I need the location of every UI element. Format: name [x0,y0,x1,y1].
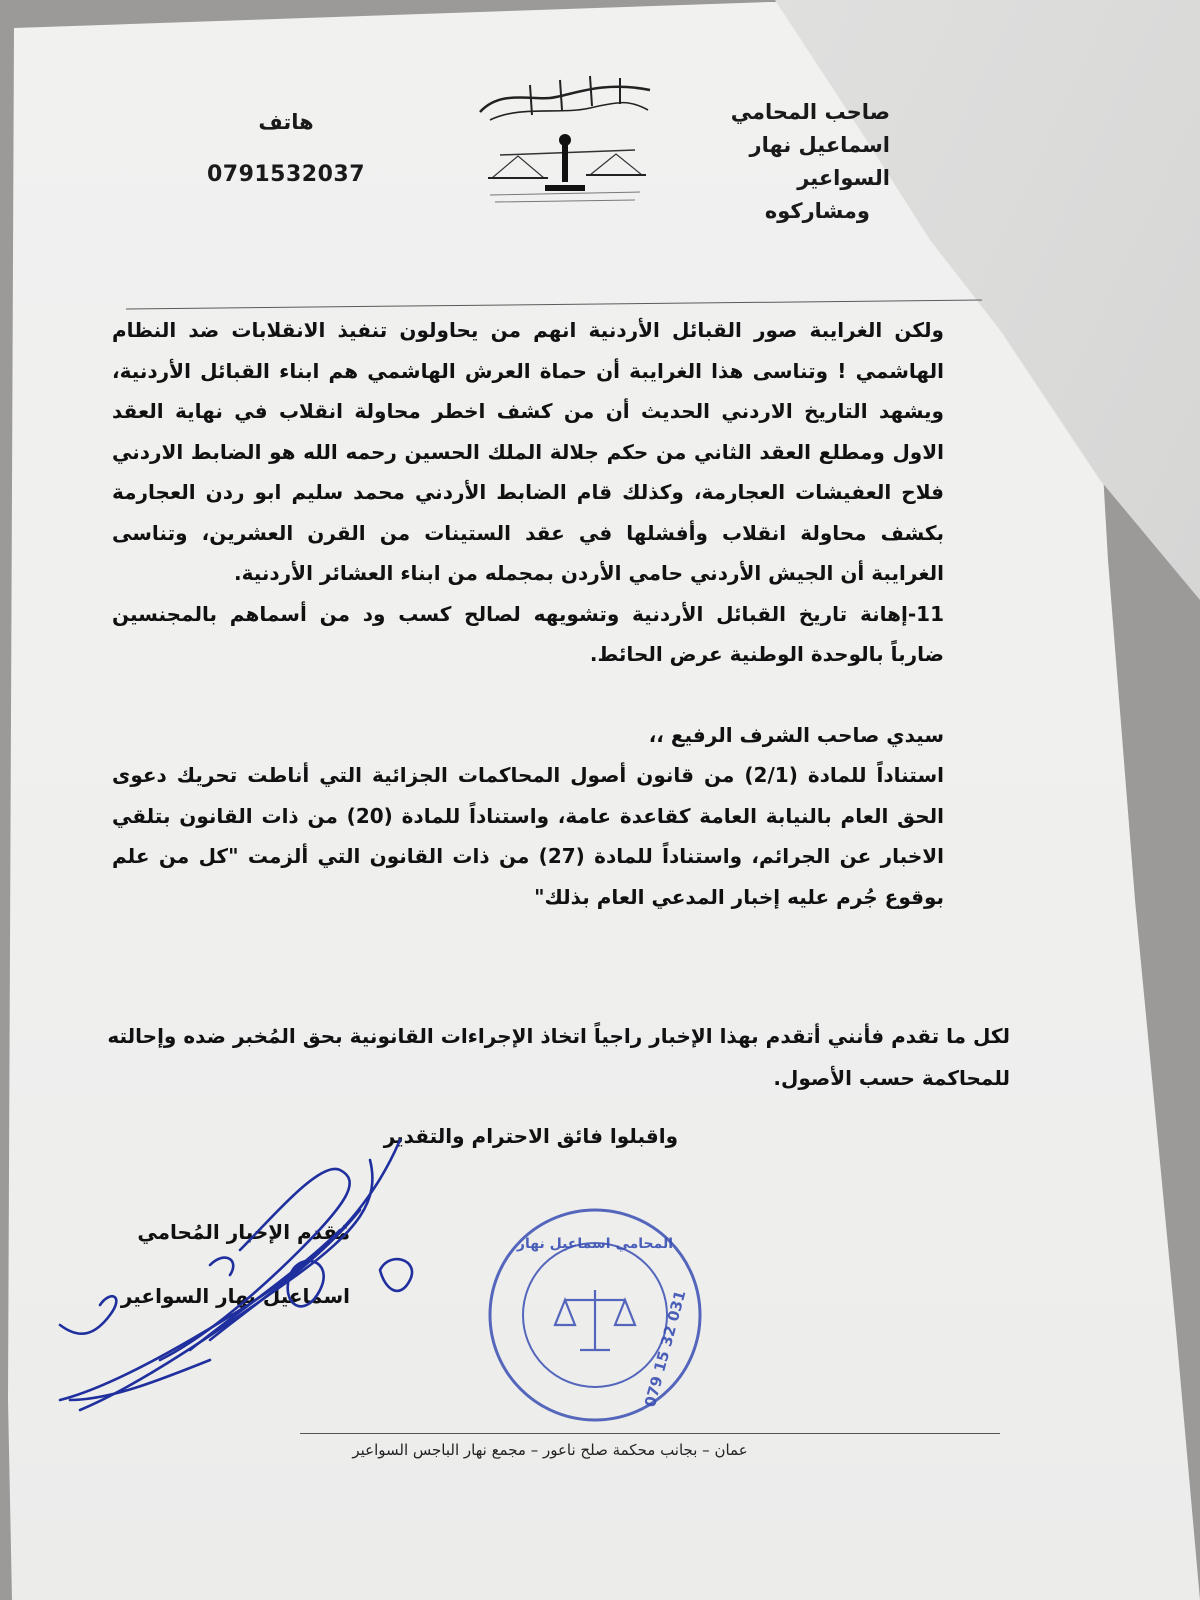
signer-name: اسماعيل نهار السواعير [120,1284,350,1308]
salutation: سيدي صاحب الشرف الرفيع ،، [648,722,944,747]
letter-body [112,310,944,917]
paragraph-legal-basis: استناداً للمادة (2/1) من قانون أصول المحاكمات الجزائية التي أناطت تحريك دعوى الحق العام بالنيابة العامة كقاعدة عامة، واستناداً للمادة (20) من ذات القانون بتلقي الاخبار عن الجرائم، واستناداً للمادة (27) من ذات القانون التي ألزمت "كل من علم بوقوع جُرم عليه إخبار المدعي العام بذلك" [112,763,945,909]
office-line-3: ومشاركوه [764,199,870,223]
office-line-1: صاحب المحامي [730,100,890,124]
stamp-top-text: المحامي اسماعيل نهار [516,1236,674,1252]
signer-title: مُقدم الإخبار المُحامي [137,1220,350,1244]
phone-block [206,110,366,187]
handwritten-signature [40,1100,460,1440]
footer-address: عمان – بجانب محكمة صلح ناعور – مجمع نهار الباجس السواعير [352,1441,748,1459]
footer-divider [300,1433,1000,1434]
phone-label: هاتف [258,110,314,134]
stamp-phone: 079 15 32 031 [640,1288,690,1410]
basmala-scales-logo [470,70,660,210]
paragraph-item-11: 11-إهانة تاريخ القبائل الأردنية وتشويهه لصالح كسب ود من أسماهم بالمجنسين ضارباً بالوحدة الوطنية عرض الحائط. [112,601,944,666]
closing-request: لكل ما تقدم فأنني أتقدم بهذا الإخبار راجياً اتخاذ الإجراءات القانونية بحق المُخبر ضده وإحالته للمحاكمة حسب الأصول. [107,1024,1010,1090]
lawyer-stamp [480,1200,710,1430]
closing-block [60,1015,1010,1099]
office-line-2: اسماعيل نهار السواعير [749,133,890,190]
office-name-block [690,96,890,228]
paragraph-history: ولكن الغرايبة صور القبائل الأردنية انهم من يحاولون تنفيذ الانقلابات ضد النظام الهاشمي ! وتناسى هذا الغرايبة أن حماة العرش الهاشمي هم ابناء القبائل الأردنية، ويشهد التاريخ الاردني الحديث أن من كشف اخطر محاولة انقلاب في نهاية العقد الاول ومطلع العقد الثاني من حكم جلالة الملك الحسين رحمه الله هو الضابط الاردني فلاح العفيشات العجارمة، وكذلك قام الضابط الأردني محمد سليم ابو ردن العجارمة بكشف محاولة انقلاب وأفشلها في عقد الستينات من القرن العشرين، وتناسى الغرايبة أن الجيش الأردني حامي الأردن بمجمله من ابناء العشائر الأردنية. [112,318,944,585]
phone-number: 0791532037 [206,162,366,187]
regards-line: واقبلوا فائق الاحترام والتقدير [383,1124,678,1148]
